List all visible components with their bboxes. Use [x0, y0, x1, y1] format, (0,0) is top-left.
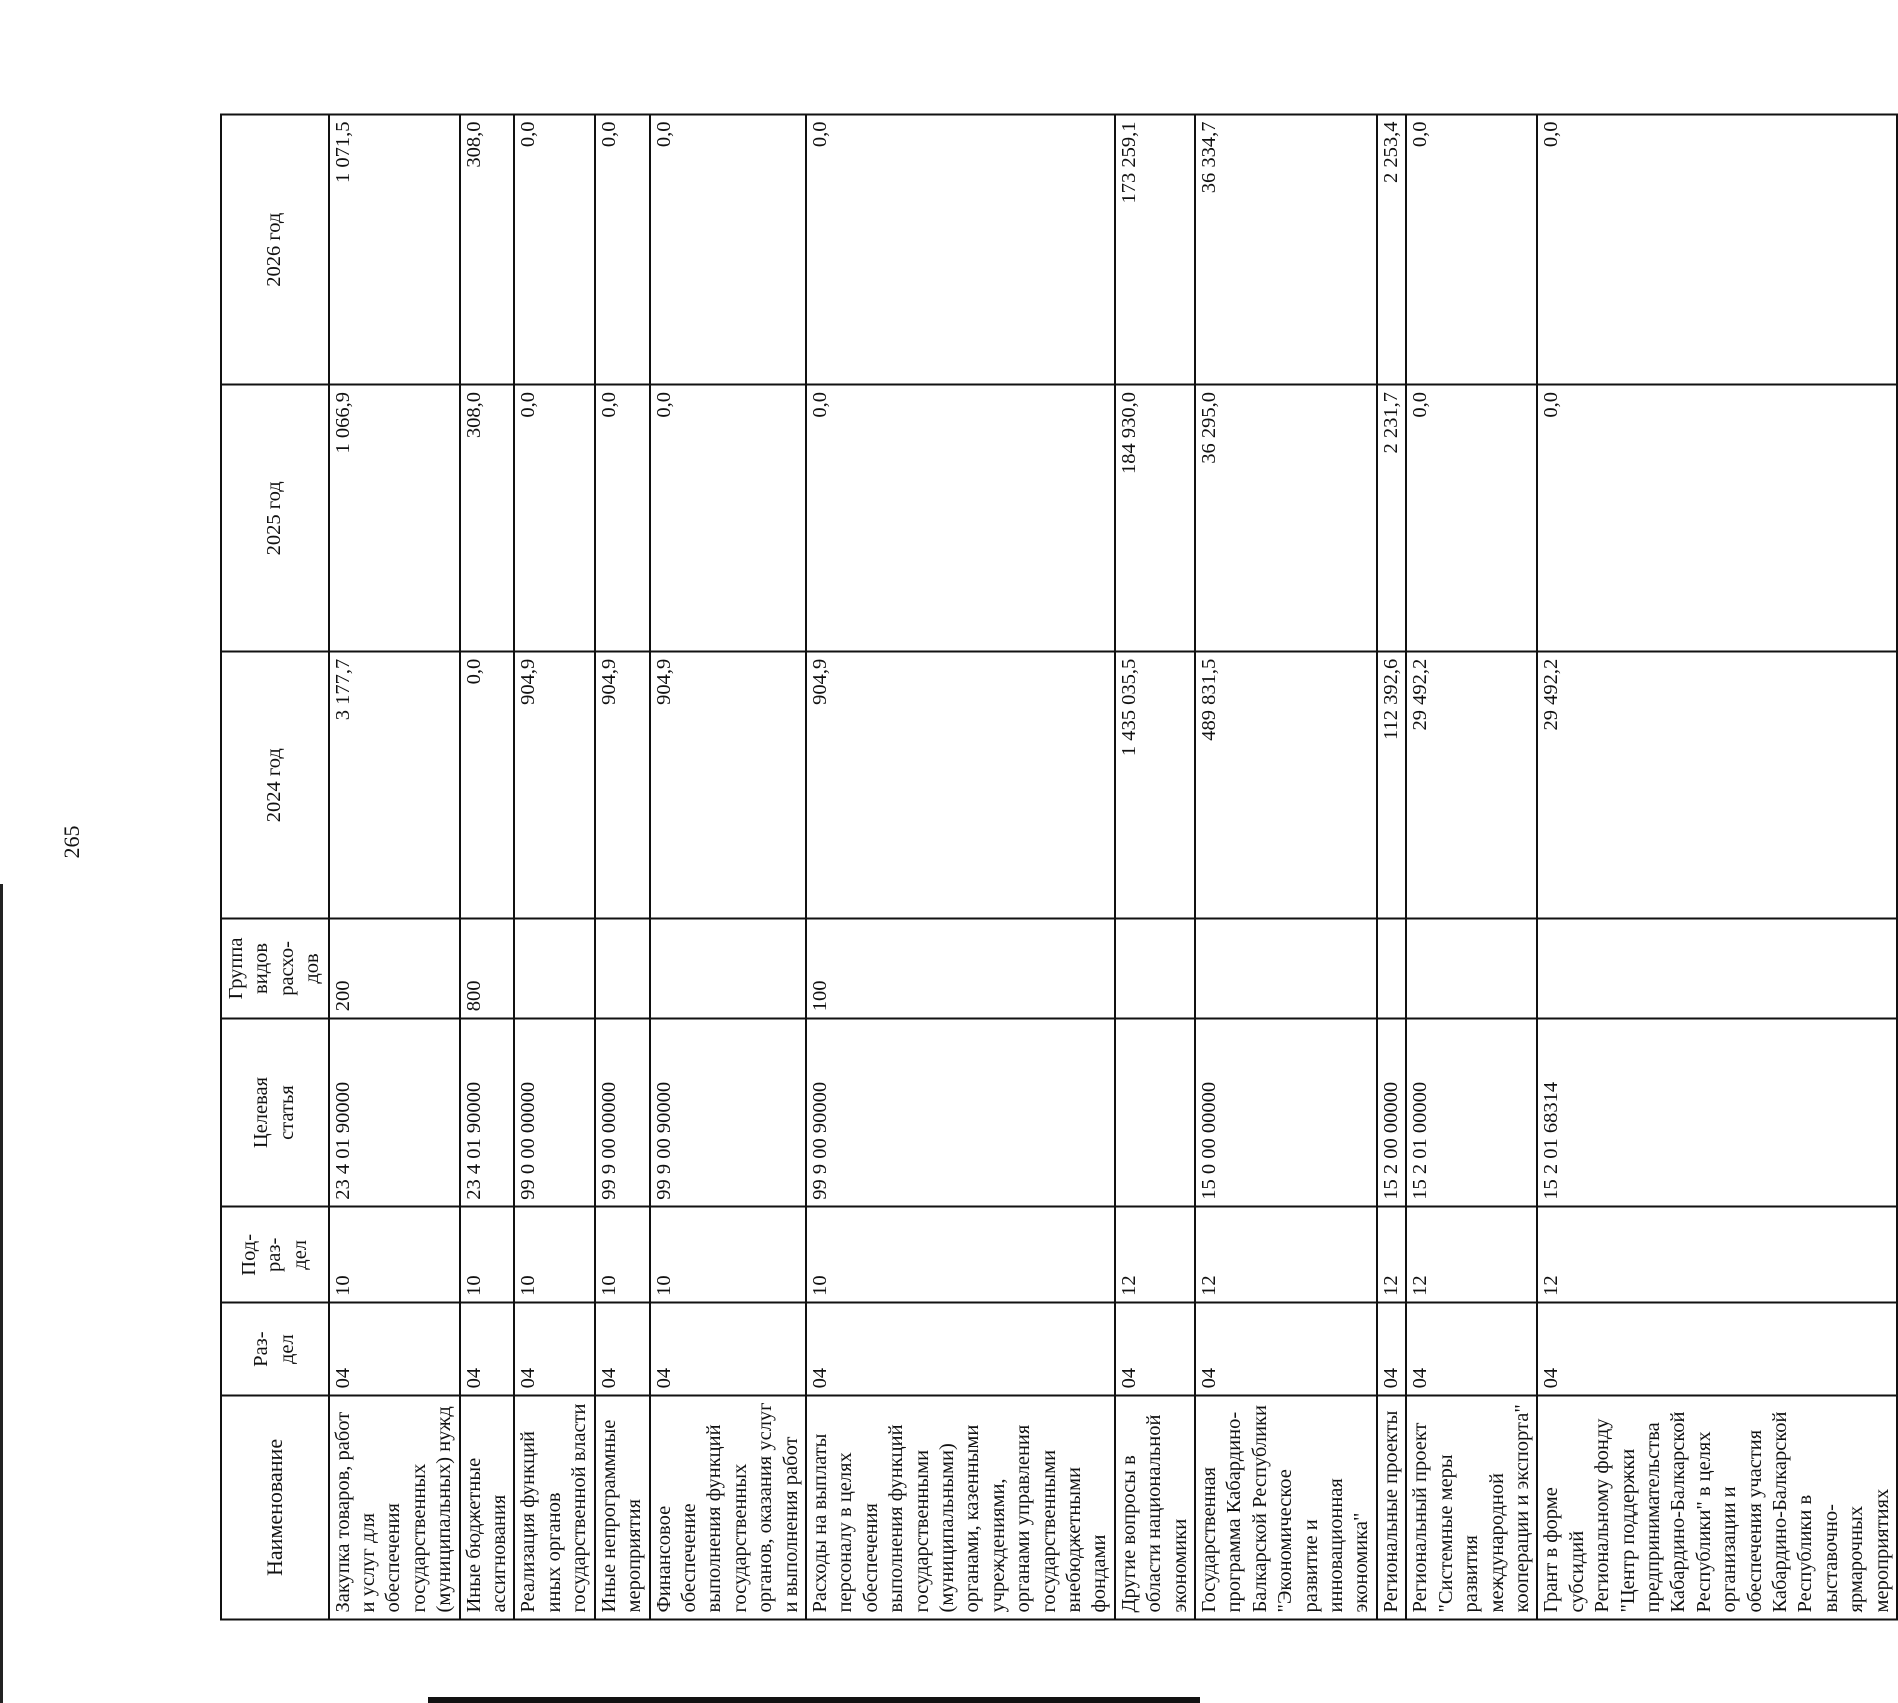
header-2024: 2024 год — [221, 652, 329, 919]
cell-name: Иные непрограммные мероприятия — [595, 1395, 650, 1619]
cell-2024: 904,9 — [650, 652, 806, 919]
cell-2025: 184 930,0 — [1115, 385, 1195, 652]
cell-subsection: 12 — [1195, 1207, 1377, 1303]
table-row — [1377, 115, 1406, 1620]
cell-expense-group — [1406, 919, 1537, 1019]
cell-2026: 0,0 — [1406, 115, 1537, 385]
cell-section: 04 — [460, 1303, 515, 1396]
cell-target-item: 99 9 00 00000 — [595, 1018, 650, 1207]
cell-target-item: 23 4 01 90000 — [460, 1018, 515, 1207]
cell-2025: 1 066,9 — [329, 385, 460, 652]
page-number: 265 — [59, 825, 84, 859]
cell-expense-group: 800 — [460, 919, 515, 1019]
cell-section: 04 — [1537, 1303, 1897, 1396]
cell-name: Реализация функций иных органов государственной власти — [514, 1395, 594, 1619]
table-row — [1115, 115, 1195, 1620]
cell-section: 04 — [595, 1303, 650, 1396]
cell-expense-group — [650, 919, 806, 1019]
scan-edge-bottom — [428, 1697, 1200, 1703]
cell-2026: 0,0 — [514, 115, 594, 385]
cell-target-item: 99 9 00 90000 — [650, 1018, 806, 1207]
cell-name: Грант в форме субсидий Региональному фонду "Центр поддержки предпринимательства Кабардино-Балкарской Республики" в целях организации и обеспечения участия Кабардино-Балкарской Республики в выставочно-ярмарочных мероприятиях — [1537, 1395, 1897, 1619]
cell-2025: 308,0 — [460, 385, 515, 652]
table-row — [329, 115, 460, 1620]
header-subsection: Под- раз- дел — [221, 1207, 329, 1303]
cell-2026: 1 071,5 — [329, 115, 460, 385]
cell-subsection: 10 — [806, 1207, 1115, 1303]
cell-expense-group — [514, 919, 594, 1019]
header-section: Раз- дел — [221, 1303, 329, 1396]
cell-2025: 2 231,7 — [1377, 385, 1406, 652]
cell-expense-group — [1115, 919, 1195, 1019]
cell-2024: 489 831,5 — [1195, 652, 1377, 919]
cell-name: Другие вопросы в области национальной экономики — [1115, 1395, 1195, 1619]
cell-subsection: 12 — [1406, 1207, 1537, 1303]
cell-target-item: 15 2 01 00000 — [1406, 1018, 1537, 1207]
header-target-item: Целевая статья — [221, 1018, 329, 1207]
budget-table — [220, 114, 1898, 1621]
table-row — [1195, 115, 1377, 1620]
cell-2025: 0,0 — [514, 385, 594, 652]
cell-target-item: 23 4 01 90000 — [329, 1018, 460, 1207]
header-expense-group: Группа видов расхо- дов — [221, 919, 329, 1019]
cell-section: 04 — [1115, 1303, 1195, 1396]
table-row — [1537, 115, 1897, 1620]
table-row — [1406, 115, 1537, 1620]
table-body — [329, 115, 1897, 1620]
cell-section: 04 — [1377, 1303, 1406, 1396]
cell-subsection: 10 — [595, 1207, 650, 1303]
cell-section: 04 — [514, 1303, 594, 1396]
cell-expense-group — [595, 919, 650, 1019]
cell-expense-group — [1537, 919, 1897, 1019]
cell-expense-group: 100 — [806, 919, 1115, 1019]
cell-target-item: 99 0 00 00000 — [514, 1018, 594, 1207]
cell-section: 04 — [329, 1303, 460, 1396]
cell-2024: 29 492,2 — [1406, 652, 1537, 919]
cell-2024: 904,9 — [595, 652, 650, 919]
cell-target-item: 15 0 00 00000 — [1195, 1018, 1377, 1207]
cell-subsection: 12 — [1115, 1207, 1195, 1303]
cell-2026: 0,0 — [1537, 115, 1897, 385]
cell-name: Иные бюджетные ассигнования — [460, 1395, 515, 1619]
cell-2024: 29 492,2 — [1537, 652, 1897, 919]
cell-2025: 0,0 — [650, 385, 806, 652]
cell-name: Региональный проект "Системные меры развития международной кооперации и экспорта" — [1406, 1395, 1537, 1619]
cell-2024: 904,9 — [514, 652, 594, 919]
cell-target-item: 15 2 01 68314 — [1537, 1018, 1897, 1207]
cell-subsection: 12 — [1377, 1207, 1406, 1303]
cell-subsection: 12 — [1537, 1207, 1897, 1303]
table-row — [650, 115, 806, 1620]
cell-name: Закупка товаров, работ и услуг для обеспечения государственных (муниципальных) нужд — [329, 1395, 460, 1619]
cell-2026: 308,0 — [460, 115, 515, 385]
scan-edge-left — [0, 884, 3, 1703]
cell-subsection: 10 — [514, 1207, 594, 1303]
cell-2025: 36 295,0 — [1195, 385, 1377, 652]
header-2025: 2025 год — [221, 385, 329, 652]
cell-2024: 1 435 035,5 — [1115, 652, 1195, 919]
cell-2026: 36 334,7 — [1195, 115, 1377, 385]
table-row — [806, 115, 1115, 1620]
header-name: Наименование — [221, 1395, 329, 1619]
cell-section: 04 — [806, 1303, 1115, 1396]
cell-section: 04 — [650, 1303, 806, 1396]
cell-2024: 0,0 — [460, 652, 515, 919]
header-2026: 2026 год — [221, 115, 329, 385]
cell-2025: 0,0 — [1537, 385, 1897, 652]
cell-subsection: 10 — [650, 1207, 806, 1303]
cell-name: Государственная программа Кабардино-Балкарской Республики "Экономическое развитие и инновационная экономика" — [1195, 1395, 1377, 1619]
cell-subsection: 10 — [460, 1207, 515, 1303]
cell-2025: 0,0 — [806, 385, 1115, 652]
cell-name: Расходы на выплаты персоналу в целях обеспечения выполнения функций государственными (муниципальными) органами, казенными учреждениями, органами управления государственными внебюджетными фондами — [806, 1395, 1115, 1619]
cell-target-item — [1115, 1018, 1195, 1207]
cell-2025: 0,0 — [595, 385, 650, 652]
cell-subsection: 10 — [329, 1207, 460, 1303]
cell-expense-group — [1195, 919, 1377, 1019]
cell-2026: 0,0 — [650, 115, 806, 385]
cell-2026: 2 253,4 — [1377, 115, 1406, 385]
cell-2025: 0,0 — [1406, 385, 1537, 652]
cell-expense-group — [1377, 919, 1406, 1019]
cell-expense-group: 200 — [329, 919, 460, 1019]
cell-2024: 3 177,7 — [329, 652, 460, 919]
cell-target-item: 99 9 00 90000 — [806, 1018, 1115, 1207]
table-row — [595, 115, 650, 1620]
cell-2026: 0,0 — [806, 115, 1115, 385]
cell-section: 04 — [1195, 1303, 1377, 1396]
cell-2026: 0,0 — [595, 115, 650, 385]
cell-2024: 112 392,6 — [1377, 652, 1406, 919]
cell-name: Финансовое обеспечение выполнения функций государственных органов, оказания услуг и выполнения работ — [650, 1395, 806, 1619]
table-header-row — [221, 115, 329, 1620]
cell-2024: 904,9 — [806, 652, 1115, 919]
cell-2026: 173 259,1 — [1115, 115, 1195, 385]
budget-table-rotated — [220, 114, 1893, 1621]
cell-name: Региональные проекты — [1377, 1395, 1406, 1619]
cell-target-item: 15 2 00 00000 — [1377, 1018, 1406, 1207]
table-row — [460, 115, 515, 1620]
table-row — [514, 115, 594, 1620]
cell-section: 04 — [1406, 1303, 1537, 1396]
